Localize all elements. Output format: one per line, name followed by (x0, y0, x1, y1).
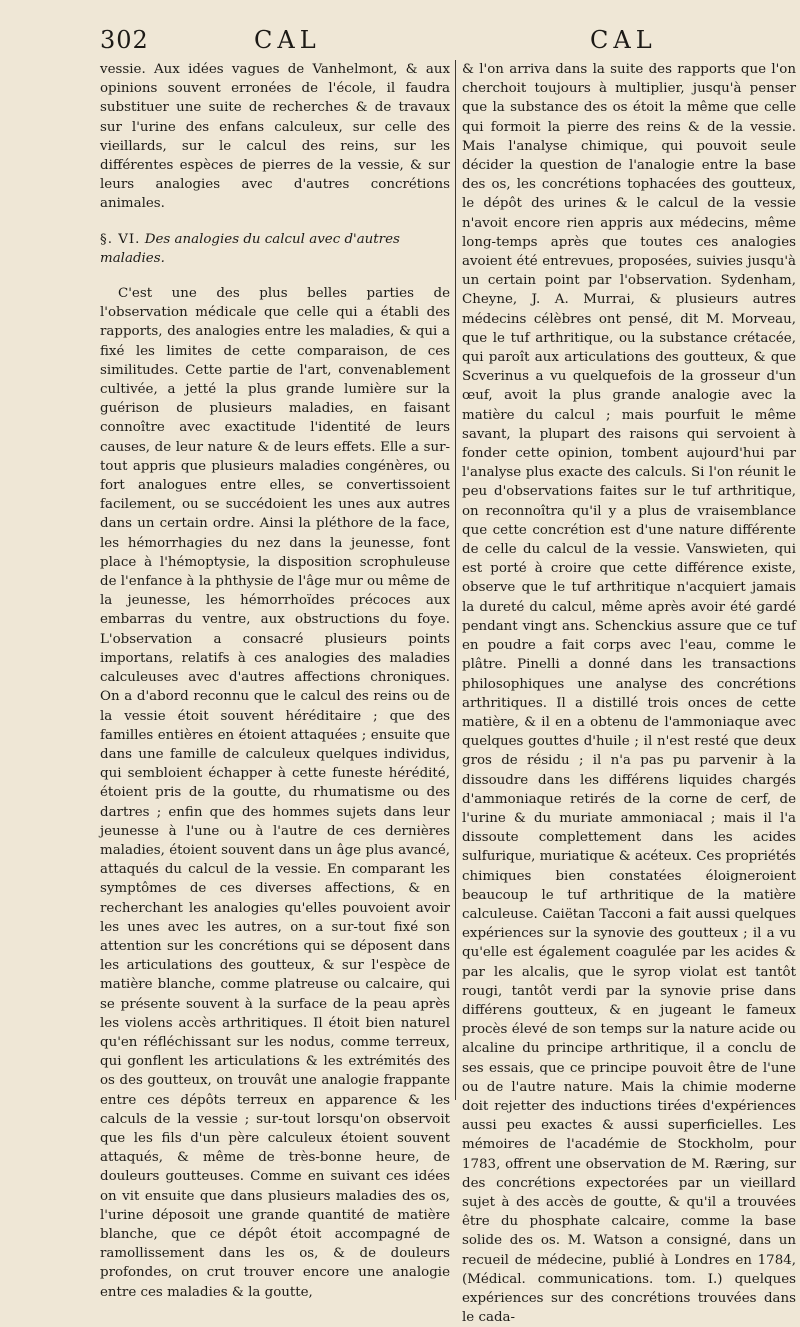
running-head-right: CAL (590, 26, 657, 54)
paragraph-continuation: vessie. Aux idées vagues de Vanhelmont, & aux opinions souvent erronées de l'école, il faudra substituer une suite de recherches & de travaux sur l'urine des enfans calculeux, sur celle des vieillards, sur le calcul des reins, sur les différentes espèces de pierres de la vessie, & sur leurs analogies avec d'autres concrétions animales. (100, 62, 450, 212)
running-head-left: CAL (254, 26, 321, 54)
left-column (100, 60, 450, 1302)
column-divider (455, 60, 456, 1100)
section-heading (100, 230, 450, 268)
page-header (100, 22, 800, 58)
paragraph-body: C'est une des plus belles parties de l'observation médicale que celle qui a établi des rapports, des analogies entre les maladies, & qui a fixé les limites de cette comparaison, de ces similitudes. Cette partie de l'art, convenablement cultivée, a jetté la plus grande lumière sur la guérison de plusieurs maladies, en faisant connoître avec exactitude l'identité de leurs causes, de leur nature & de leurs effets. Elle a sur-tout appris que plusieurs maladies congénères, ou fort analogues entre elles, se convertissoient facilement, ou se succédoient les unes aux autres dans un certain ordre. Ainsi la pléthore de la face, les hémorrhagies du nez dans la jeunesse, font place à l'hémoptysie, la disposition scrophuleuse de l'enfance à la phthysie de l'âge mur ou même de la jeunesse, les hémorrhoïdes précoces aux embarras du ventre, aux obstructions du foye. L'observation a consacré plusieurs points importans, relatifs à ces analogies des maladies calculeuses avec d'autres affections chroniques. On a d'abord reconnu que le calcul des reins ou de la vessie étoit souvent héréditaire ; que des familles entières en étoient attaquées ; ensuite que dans une famille de calculeux quelques individus, qui sembloient échapper à cette funeste hérédité, étoient pris de la goutte, du rhumatisme ou des dartres ; enfin que des hommes sujets dans leur jeunesse à l'une ou à l'autre de ces dernières maladies, étoient souvent dans un âge plus avancé, attaqués du calcul de la vessie. En comparant les symptômes de ces diverses affections, & en recherchant les analogies qu'elles pouvoient avoir les unes avec les autres, on a sur-tout fixé son attention sur les concrétions qui se déposent dans les articulations des goutteux, & sur l'espèce de matière blanche, comme platreuse ou calcaire, qui se présente souvent à la surface de la peau après les violens accès arthritiques. Il étoit bien naturel qu'en réfléchissant sur les nodus, comme terreux, qui gonflent les articulations & les extrémités des os des goutteux, on trouvât une analogie frappante entre ces dépôts terreux en apparence & les calculs de la vessie ; sur-tout lorsqu'on observoit que les fils d'un père calculeux étoient souvent attaqués, & même de très-bonne heure, de douleurs goutteuses. Comme en suivant ces idées on vit ensuite que dans plusieurs maladies des os, l'urine déposoit une grande quantité de matière blanche, que ce dépôt étoit accompagné de ramollissement dans les os, & de douleurs profondes, on crut trouver encore une analogie entre ces maladies & la goutte, (100, 286, 450, 1300)
section-title: Des analogies du calcul avec d'autres maladies. (100, 231, 400, 266)
page-number: 302 (100, 26, 149, 54)
right-column (462, 60, 796, 1327)
section-number: §. VI. (100, 231, 141, 247)
paragraph-body: & l'on arriva dans la suite des rapports que l'on cherchoit toujours à multiplier, jusqu'à penser que la substance des os étoit la même que celle qui formoit la pierre des reins & de la vessie. Mais l'analyse chimique, qui pouvoit seule décider la question de l'analogie entre la base des os, les concrétions tophacées des goutteux, le dépôt des urines & le calcul de la vessie n'avoit encore rien appris aux médecins, même long-temps après que toutes ces analogies avoient été entrevues, proposées, suivies jusqu'à un certain point par l'observation. Sydenham, Cheyne, J. A. Murrai, & plusieurs autres médecins célèbres ont pensé, dit M. Morveau, que le tuf arthritique, ou la substance crétacée, qui paroît aux articulations des goutteux, & que Scverinus a vu quelquefois de la grosseur d'un œuf, avoit la plus grande analogie avec la matière du calcul ; mais pourfuit le même savant, la plupart des raisons qui servoient à fonder cette opinion, tombent aujourd'hui par l'analyse plus exacte des calculs. Si l'on réunit le peu d'observations faites sur le tuf arthritique, on reconnoîtra qu'il y a plus de vraisemblance que cette concrétion est d'une nature différente de celle du calcul de la vessie. Vanswieten, qui est porté à croire que cette différence existe, observe que le tuf arthritique n'acquiert jamais la dureté du calcul, même après avoir été gardé pendant vingt ans. Schenckius assure que ce tuf en poudre a fait corps avec l'eau, comme le plâtre. Pinelli a donné dans les transactions philosophiques une analyse des concrétions arthritiques. Il a distillé trois onces de cette matière, & il en a obtenu de l'ammoniaque avec quelques gouttes d'huile ; il n'est resté que deux gros de résidu ; il n'a pas pu parvenir à la dissoudre dans les différens liquides chargés d'ammoniaque retirés de la corne de cerf, de l'urine & du muriate ammoniacal ; mais il l'a dissoute complettement dans les acides sulfurique, muriatique & acéteux. Ces propriétés chimiques bien constatées éloigneroient beaucoup le tuf arthritique de la matière calculeuse. Caiëtan Tacconi a fait aussi quelques expériences sur la synovie des goutteux ; il a vu qu'elle est également coagulée par les acides & par les alcalis, que le syrop violat est tantôt rougi, tantôt verdi par la synovie prise dans différens goutteux, & en jugeant le fameux procès élevé de son temps sur la nature acide ou alcaline du principe arthritique, il a conclu de ses essais, que ce principe pouvoit être de l'une ou de l'autre nature. Mais la chimie moderne doit rejetter des inductions tirées d'expériences aussi peu exactes & aussi superficielles. Les mémoires de l'académie de Stockholm, pour 1783, offrent une observation de M. Ræring, sur des concrétions expectorées par un vieillard sujet à des accès de goutte, & qu'il a trouvées être du phosphate calcaire, comme la base solide des os. M. Watson a consigné, dans un recueil de médecine, publié à Londres en 1784, (Médical. communications. tom. I.) quelques expériences sur des concrétions trouvées dans le cada- (462, 62, 796, 1326)
